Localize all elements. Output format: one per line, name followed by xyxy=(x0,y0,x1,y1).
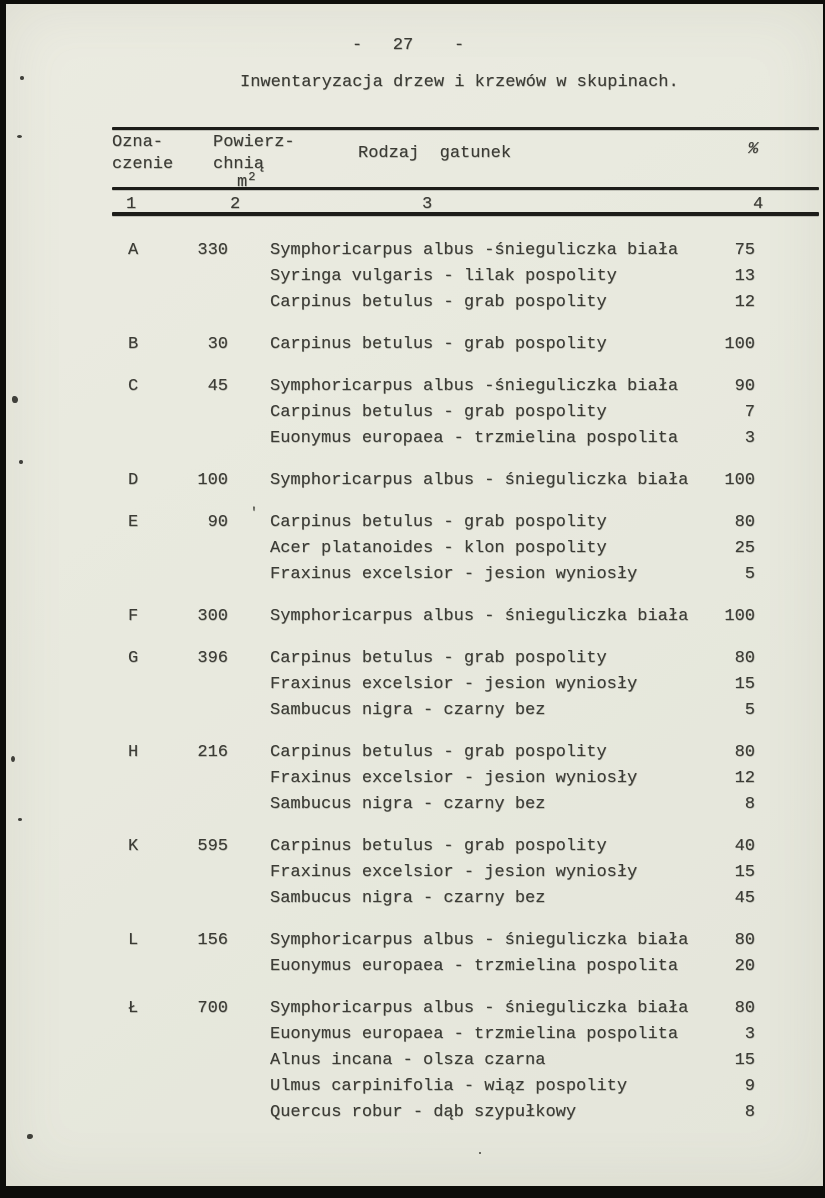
species-name: Quercus robur - dąb szypułkowy xyxy=(270,1103,577,1122)
row-designation: L xyxy=(128,931,139,950)
species-name: Sambucus nigra - czarny bez xyxy=(270,701,546,720)
row-species-list xyxy=(228,332,700,358)
species-percent: 80 xyxy=(734,743,755,762)
document-title: Inwentaryzacja drzew i krzewów w skupinach. xyxy=(240,73,679,92)
species-name: Symphoricarpus albus - śnieguliczka biała xyxy=(270,931,689,950)
species-name: Euonymus europaea - trzmielina pospolita xyxy=(270,1025,679,1044)
row-designation: C xyxy=(128,377,139,396)
table-row-group xyxy=(112,834,819,912)
row-percent-list xyxy=(700,646,819,724)
species-name: Symphoricarpus albus -śnieguliczka biała xyxy=(270,241,679,260)
scan-speck xyxy=(17,135,22,138)
column-number-3: 3 xyxy=(422,195,433,214)
column-number-2: 2 xyxy=(230,195,241,214)
row-percent-list xyxy=(700,374,819,452)
species-percent: 5 xyxy=(744,701,755,720)
species-name: Acer platanoides - klon pospolity xyxy=(270,539,607,558)
table-row-group xyxy=(112,604,819,630)
row-designation: E xyxy=(128,513,139,532)
typewriter-artifact-mark: ' xyxy=(250,505,258,520)
column-header-area-line2: chnią xyxy=(213,155,265,174)
species-name: Symphoricarpus albus - śnieguliczka biała xyxy=(270,999,689,1018)
species-percent: 9 xyxy=(744,1077,755,1096)
scan-speck xyxy=(18,818,22,821)
row-area-m2: 330 xyxy=(197,241,228,260)
species-percent: 100 xyxy=(724,471,755,490)
table-row-group xyxy=(112,468,819,494)
table-rule-mid xyxy=(112,187,819,190)
row-area-m2: 216 xyxy=(197,743,228,762)
table-rule-header-bottom xyxy=(112,212,819,216)
scan-speck xyxy=(479,1152,481,1154)
row-percent-list xyxy=(700,928,819,980)
table-body xyxy=(112,222,819,1126)
page-number: - 27 - xyxy=(352,36,465,55)
species-percent: 15 xyxy=(734,1051,755,1070)
row-species-list xyxy=(228,238,700,316)
table-row-group xyxy=(112,238,819,316)
column-number-1: 1 xyxy=(126,195,137,214)
row-designation: F xyxy=(128,607,139,626)
species-percent: 80 xyxy=(734,999,755,1018)
species-percent: 20 xyxy=(734,957,755,976)
species-name: Syringa vulgaris - lilak pospolity xyxy=(270,267,617,286)
table-row-group xyxy=(112,996,819,1126)
row-species-list xyxy=(228,928,700,980)
species-name: Fraxinus excelsior - jesion wyniosły xyxy=(270,675,638,694)
row-designation: H xyxy=(128,743,139,762)
species-percent: 80 xyxy=(734,513,755,532)
species-name: Symphoricarpus albus - śnieguliczka biała xyxy=(270,471,689,490)
species-name: Carpinus betulus - grab pospolity xyxy=(270,513,607,532)
row-area-m2: 156 xyxy=(197,931,228,950)
row-percent-list xyxy=(700,604,819,630)
table-row-group xyxy=(112,332,819,358)
species-name: Carpinus betulus - grab pospolity xyxy=(270,335,607,354)
species-name: Sambucus nigra - czarny bez xyxy=(270,889,546,908)
column-header-designation-line2: czenie xyxy=(112,155,174,174)
species-name: Carpinus betulus - grab pospolity xyxy=(270,743,607,762)
species-percent: 80 xyxy=(734,649,755,668)
row-species-list xyxy=(228,740,700,818)
species-name: Alnus incana - olsza czarna xyxy=(270,1051,546,1070)
column-number-4: 4 xyxy=(753,195,764,214)
species-percent: 12 xyxy=(734,293,755,312)
row-designation: A xyxy=(128,241,139,260)
species-percent: 45 xyxy=(734,889,755,908)
table-rule-top xyxy=(112,127,819,130)
row-species-list xyxy=(228,646,700,724)
scan-speck xyxy=(11,756,15,762)
row-species-list xyxy=(228,374,700,452)
species-percent: 3 xyxy=(744,429,755,448)
species-name: Fraxinus excelsior - jesion wyniosły xyxy=(270,565,638,584)
column-header-species: Rodzaj gatunek xyxy=(358,144,512,163)
row-area-m2: 45 xyxy=(207,377,228,396)
column-header-percent: % xyxy=(748,140,759,159)
row-percent-list xyxy=(700,834,819,912)
column-header-designation xyxy=(112,132,173,176)
species-name: Carpinus betulus - grab pospolity xyxy=(270,837,607,856)
row-species-list xyxy=(228,604,700,630)
species-percent: 7 xyxy=(744,403,755,422)
species-percent: 12 xyxy=(734,769,755,788)
species-name: Carpinus betulus - grab pospolity xyxy=(270,293,607,312)
column-header-area-unit xyxy=(237,172,254,194)
species-name: Euonymus europaea - trzmielina pospolita xyxy=(270,957,679,976)
row-designation: K xyxy=(128,837,139,856)
species-percent: 100 xyxy=(724,607,755,626)
species-name: Symphoricarpus albus - śnieguliczka biała xyxy=(270,607,689,626)
column-header-designation-line1: Ozna- xyxy=(112,133,164,152)
scan-speck xyxy=(20,76,24,80)
row-area-m2: 300 xyxy=(197,607,228,626)
row-designation: G xyxy=(128,649,139,668)
row-area-m2: 100 xyxy=(197,471,228,490)
species-percent: 75 xyxy=(734,241,755,260)
row-percent-list xyxy=(700,332,819,358)
species-percent: 8 xyxy=(744,1103,755,1122)
species-percent: 90 xyxy=(734,377,755,396)
species-percent: 100 xyxy=(724,335,755,354)
species-percent: 5 xyxy=(744,565,755,584)
species-name: Symphoricarpus albus -śnieguliczka biała xyxy=(270,377,679,396)
row-area-m2: 700 xyxy=(197,999,228,1018)
area-unit-base: m xyxy=(237,173,248,192)
row-area-m2: 30 xyxy=(207,335,228,354)
species-percent: 15 xyxy=(734,863,755,882)
species-percent: 40 xyxy=(734,837,755,856)
species-percent: 15 xyxy=(734,675,755,694)
species-percent: 3 xyxy=(744,1025,755,1044)
area-unit-superscript: 2 xyxy=(248,170,256,184)
row-species-list xyxy=(228,996,700,1126)
row-percent-list xyxy=(700,468,819,494)
table-row-group xyxy=(112,928,819,980)
row-percent-list xyxy=(700,510,819,588)
table-row-group xyxy=(112,510,819,588)
species-percent: 80 xyxy=(734,931,755,950)
row-designation: D xyxy=(128,471,139,490)
row-percent-list xyxy=(700,996,819,1126)
row-percent-list xyxy=(700,740,819,818)
species-percent: 25 xyxy=(734,539,755,558)
row-area-m2: 595 xyxy=(197,837,228,856)
species-name: Fraxinus excelsior - jesion wyniosły xyxy=(270,769,638,788)
column-header-area-line1: Powierz- xyxy=(213,133,295,152)
species-name: Ulmus carpinifolia - wiąz pospolity xyxy=(270,1077,628,1096)
row-species-list xyxy=(228,510,700,588)
row-species-list xyxy=(228,834,700,912)
scan-speck xyxy=(19,460,23,464)
row-area-m2: 90 xyxy=(207,513,228,532)
table-row-group xyxy=(112,374,819,452)
table-row-group xyxy=(112,740,819,818)
row-area-m2: 396 xyxy=(197,649,228,668)
species-percent: 8 xyxy=(744,795,755,814)
species-name: Carpinus betulus - grab pospolity xyxy=(270,403,607,422)
species-name: Carpinus betulus - grab pospolity xyxy=(270,649,607,668)
row-designation: Ł xyxy=(128,999,139,1018)
row-species-list xyxy=(228,468,700,494)
scan-speck xyxy=(12,396,18,403)
species-name: Euonymus europaea - trzmielina pospolita xyxy=(270,429,679,448)
species-percent: 13 xyxy=(734,267,755,286)
species-name: Sambucus nigra - czarny bez xyxy=(270,795,546,814)
row-designation: B xyxy=(128,335,139,354)
table-row-group xyxy=(112,646,819,724)
species-name: Fraxinus excelsior - jesion wyniosły xyxy=(270,863,638,882)
row-percent-list xyxy=(700,238,819,316)
